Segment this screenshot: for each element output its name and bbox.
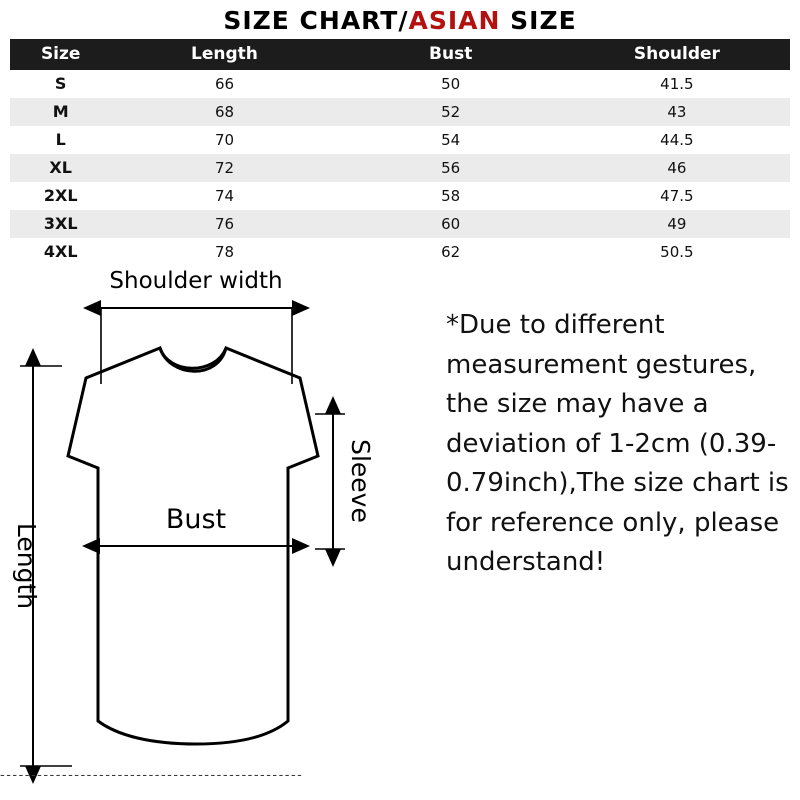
length-label: Length xyxy=(12,522,41,610)
measurement-note-text: *Due to different measurement gestures, the size may have a deviation of 1-2cm (0.39-0.79inch),The size chart is for reference only, please understand! xyxy=(446,310,789,578)
cell-bust: 62 xyxy=(338,238,564,266)
table-row xyxy=(10,210,790,238)
cell-length: 68 xyxy=(111,98,337,126)
table-row xyxy=(10,126,790,154)
cell-length: 74 xyxy=(111,182,337,210)
cell-length: 76 xyxy=(111,210,337,238)
cell-bust: 56 xyxy=(338,154,564,182)
cell-size: M xyxy=(10,98,111,126)
cell-size: 2XL xyxy=(10,182,111,210)
column-header-shoulder: Shoulder xyxy=(564,39,790,70)
cell-bust: 50 xyxy=(338,70,564,98)
cell-shoulder: 47.5 xyxy=(564,182,790,210)
tshirt-measurement-diagram xyxy=(0,266,430,786)
cell-length: 70 xyxy=(111,126,337,154)
cell-shoulder: 46 xyxy=(564,154,790,182)
cell-size: 3XL xyxy=(10,210,111,238)
lower-section xyxy=(0,266,800,786)
table-row xyxy=(10,98,790,126)
cell-length: 78 xyxy=(111,238,337,266)
page-title-accent: ASIAN xyxy=(408,6,501,35)
sleeve-label: Sleeve xyxy=(346,439,375,523)
column-header-length: Length xyxy=(111,39,337,70)
cell-bust: 54 xyxy=(338,126,564,154)
cell-length: 66 xyxy=(111,70,337,98)
cell-shoulder: 44.5 xyxy=(564,126,790,154)
cell-size: XL xyxy=(10,154,111,182)
cell-length: 72 xyxy=(111,154,337,182)
table-header-row xyxy=(10,39,790,70)
column-header-size: Size xyxy=(10,39,111,70)
cell-size: L xyxy=(10,126,111,154)
page-title-part1: SIZE CHART/ xyxy=(223,6,409,35)
measurement-note xyxy=(446,306,796,583)
bust-label: Bust xyxy=(165,504,227,535)
shoulder-width-label: Shoulder width xyxy=(109,268,283,294)
cell-bust: 60 xyxy=(338,210,564,238)
page-title xyxy=(0,0,800,39)
cell-bust: 58 xyxy=(338,182,564,210)
cell-shoulder: 50.5 xyxy=(564,238,790,266)
column-header-bust: Bust xyxy=(338,39,564,70)
cell-shoulder: 49 xyxy=(564,210,790,238)
table-row xyxy=(10,238,790,266)
bottom-decorative-strip: ------------------------------------------------- xyxy=(0,768,304,783)
size-chart-table xyxy=(10,39,790,266)
table-row xyxy=(10,70,790,98)
table-row xyxy=(10,182,790,210)
cell-size: S xyxy=(10,70,111,98)
cell-shoulder: 43 xyxy=(564,98,790,126)
table-row xyxy=(10,154,790,182)
cell-bust: 52 xyxy=(338,98,564,126)
cell-size: 4XL xyxy=(10,238,111,266)
cell-shoulder: 41.5 xyxy=(564,70,790,98)
page-title-part2: SIZE xyxy=(500,6,577,35)
